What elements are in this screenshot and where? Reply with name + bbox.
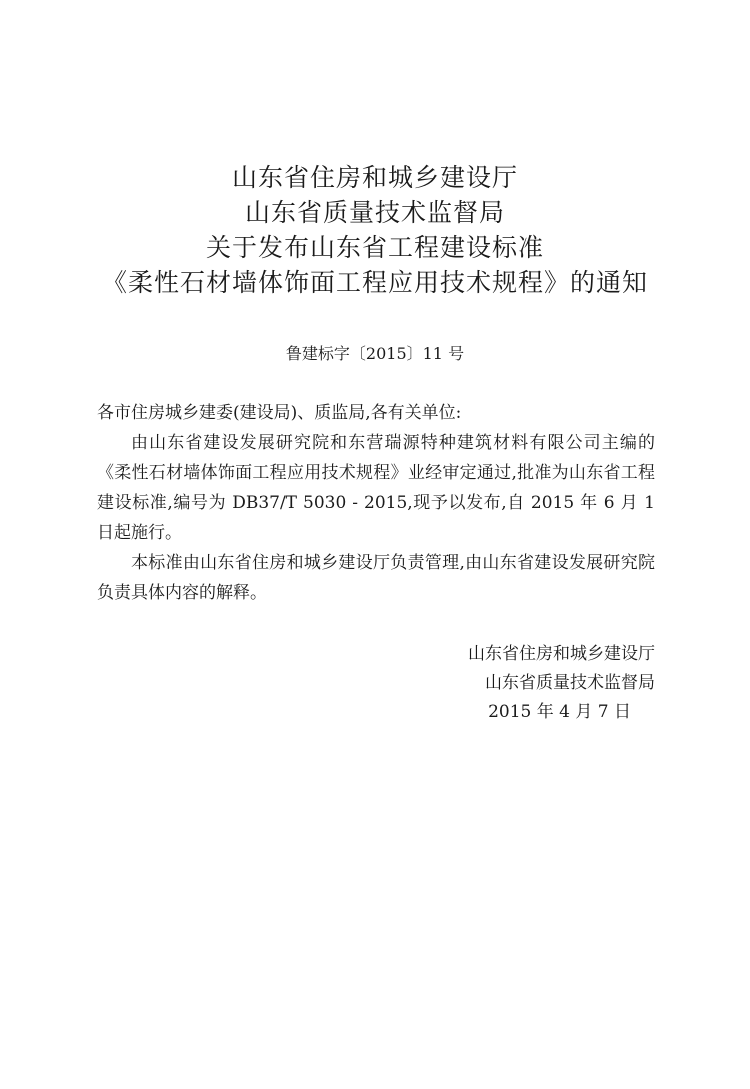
document-number: 鲁建标字〔2015〕11 号 <box>285 344 465 363</box>
signature-issuer-housing: 山东省住房和城乡建设厅 <box>468 644 655 664</box>
title-standard-name: 《柔性石材墙体饰面工程应用技术规程》的通知 <box>101 268 648 297</box>
title-issuer-quality: 山东省质量技术监督局 <box>244 198 505 227</box>
notice-body <box>97 398 655 608</box>
title-issuer-housing: 山东省住房和城乡建设厅 <box>231 163 518 192</box>
signature-date: 2015 年 4 月 7 日 <box>488 702 631 722</box>
title-subject: 关于发布山东省工程建设标准 <box>205 233 544 262</box>
signature-block <box>468 640 655 727</box>
paragraph-approval: 由山东省建设发展研究院和东营瑞源特种建筑材料有限公司主编的《柔性石材墙体饰面工程应用技术规程》业经审定通过,批准为山东省工程建设标准,编号为 DB37/T 5030 - 2015,现予以发布,自 2015 年 6 月 1 日起施行。 <box>97 433 655 543</box>
paragraph-management: 本标准由山东省住房和城乡建设厅负责管理,由山东省建设发展研究院负责具体内容的解释。 <box>97 553 655 603</box>
addressee: 各市住房城乡建委(建设局)、质监局,各有关单位: <box>97 403 462 423</box>
notice-title <box>0 160 750 300</box>
signature-issuer-quality: 山东省质量技术监督局 <box>485 673 655 693</box>
